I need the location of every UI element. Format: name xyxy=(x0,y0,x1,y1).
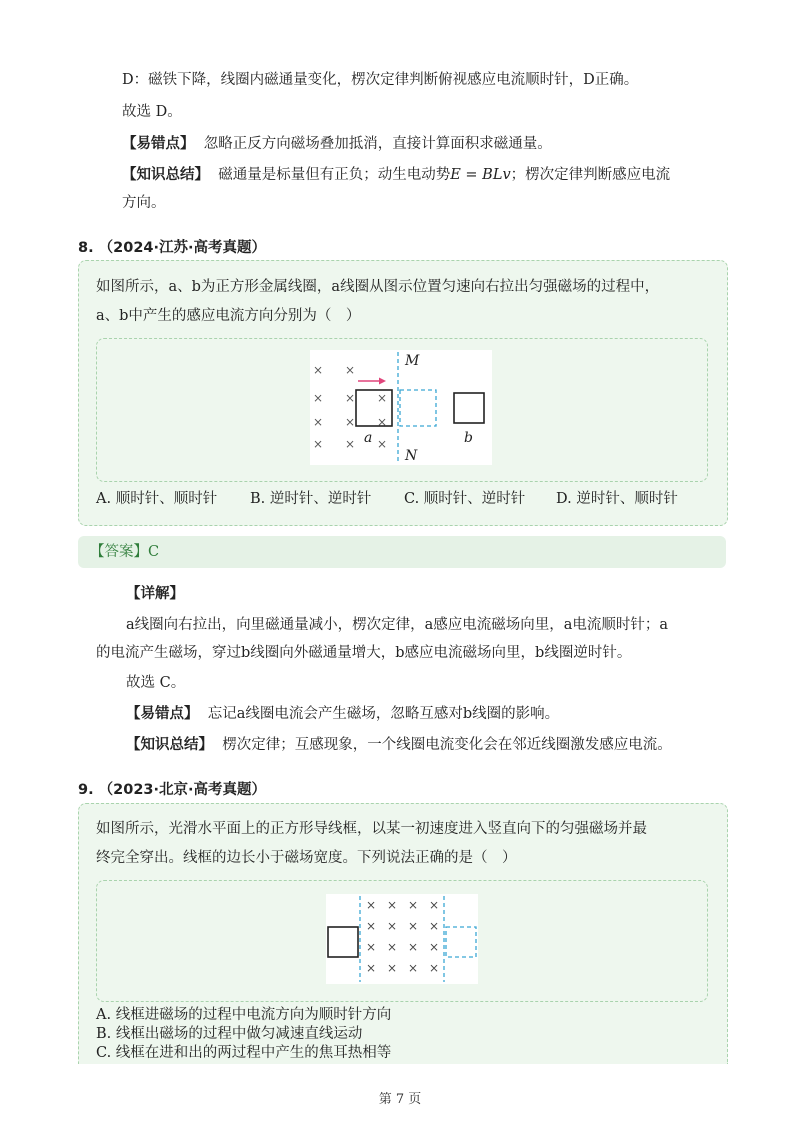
answer-label: 【答案】C xyxy=(90,544,160,560)
knowledge-summary xyxy=(126,735,672,755)
field-cross: × xyxy=(312,363,324,377)
detail-text: a线圈向右拉出，向里磁通量减小，楞次定律，a感应电流磁场向里，a电流顺时针；a xyxy=(126,617,669,633)
summary-tag: 【知识总结】 xyxy=(122,166,209,183)
field-cross: × xyxy=(428,940,440,954)
field-cross: × xyxy=(407,961,419,975)
summary-tag: 【知识总结】 xyxy=(126,736,213,753)
label-a: a xyxy=(364,430,373,446)
label-n: N xyxy=(405,448,418,464)
field-cross: × xyxy=(344,363,356,377)
choose-answer: 故选 C。 xyxy=(126,675,186,691)
question-8-header: 8. （2024·江苏·高考真题） xyxy=(78,240,267,256)
option-b[interactable]: B. 逆时针、逆时针 xyxy=(250,491,372,507)
question-8-stem: 如图所示，a、b为正方形金属线圈，a线圈从图示位置匀速向右拉出匀强磁场的过程中， xyxy=(96,279,660,295)
summary-text-end: 方向。 xyxy=(122,195,166,211)
field-cross: × xyxy=(428,919,440,933)
option-d-explanation: D：磁铁下降，线圈内磁通量变化，楞次定律判断俯视感应电流顺时针，D正确。 xyxy=(122,72,639,88)
emf-formula: E = BLv xyxy=(450,167,511,183)
summary-text: 楞次定律；互感现象，一个线圈电流变化会在邻近线圈激发感应电流。 xyxy=(222,737,672,753)
label-m: M xyxy=(405,353,420,369)
field-cross: × xyxy=(312,437,324,451)
field-cross: × xyxy=(386,919,398,933)
field-cross: × xyxy=(365,919,377,933)
error-point xyxy=(126,704,559,724)
knowledge-summary xyxy=(122,165,670,185)
field-cross: × xyxy=(344,391,356,405)
option-b[interactable]: B. 线框出磁场的过程中做匀减速直线运动 xyxy=(96,1026,363,1042)
field-cross: × xyxy=(365,940,377,954)
choose-answer: 故选 D。 xyxy=(122,104,182,120)
summary-text: 磁通量是标量但有正负；动生电动势 xyxy=(218,167,451,183)
field-cross: × xyxy=(386,898,398,912)
field-cross: × xyxy=(407,919,419,933)
field-cross: × xyxy=(376,415,388,429)
error-tag: 【易错点】 xyxy=(126,705,199,722)
answer-bar xyxy=(78,536,726,568)
field-cross: × xyxy=(386,961,398,975)
page-number: 第 7 页 xyxy=(378,1092,422,1107)
error-text: 忽略正反方向磁场叠加抵消，直接计算面积求磁通量。 xyxy=(203,136,552,152)
field-cross: × xyxy=(344,437,356,451)
field-cross: × xyxy=(428,961,440,975)
question-9-header: 9. （2023·北京·高考真题） xyxy=(78,782,267,798)
field-cross: × xyxy=(376,391,388,405)
option-d[interactable]: D. 逆时针、顺时针 xyxy=(556,491,678,507)
error-point xyxy=(122,134,552,154)
question-8-figure xyxy=(310,350,492,465)
field-cross: × xyxy=(365,898,377,912)
field-cross: × xyxy=(312,391,324,405)
summary-text-cont: ；楞次定律判断感应电流 xyxy=(510,167,671,183)
option-c[interactable]: C. 顺时针、逆时针 xyxy=(404,491,526,507)
question-9-stem: 如图所示，光滑水平面上的正方形导线框，以某一初速度进入竖直向下的匀强磁场并最 xyxy=(96,821,647,837)
field-cross: × xyxy=(386,940,398,954)
field-cross: × xyxy=(428,898,440,912)
field-cross: × xyxy=(407,940,419,954)
field-cross: × xyxy=(344,415,356,429)
field-cross: × xyxy=(365,961,377,975)
field-cross: × xyxy=(312,415,324,429)
label-b: b xyxy=(464,430,473,446)
question-9-stem-cont: 终完全穿出。线框的边长小于磁场宽度。下列说法正确的是（ ） xyxy=(96,850,517,866)
question-9-figure xyxy=(326,894,478,984)
question-8-stem-cont: a、b中产生的感应电流方向分别为（ ） xyxy=(96,308,361,324)
detail-text-cont: 的电流产生磁场，穿过b线圈向外磁通量增大，b感应电流磁场向里，b线圈逆时针。 xyxy=(96,645,632,661)
option-a[interactable]: A. 线框进磁场的过程中电流方向为顺时针方向 xyxy=(96,1007,392,1023)
option-a[interactable]: A. 顺时针、顺时针 xyxy=(96,491,218,507)
detail-tag: 【详解】 xyxy=(126,585,184,602)
error-text: 忘记a线圈电流会产生磁场，忽略互感对b线圈的影响。 xyxy=(207,706,560,722)
option-c[interactable]: C. 线框在进和出的两过程中产生的焦耳热相等 xyxy=(96,1045,392,1061)
field-cross: × xyxy=(376,437,388,451)
field-cross: × xyxy=(407,898,419,912)
error-tag: 【易错点】 xyxy=(122,135,195,152)
